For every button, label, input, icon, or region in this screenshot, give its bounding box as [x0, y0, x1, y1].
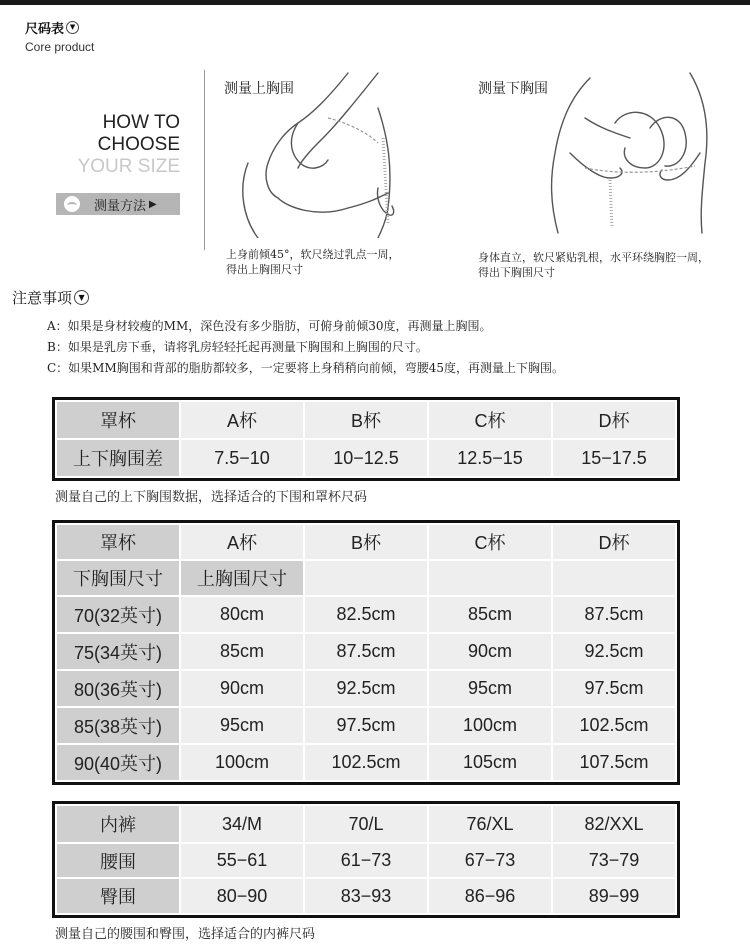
page-subtitle: Core product	[25, 40, 95, 54]
measure-upper-note-line-1: 上身前倾45°，软尺绕过乳点一周，	[226, 248, 400, 261]
cup-difference-table	[52, 397, 680, 481]
table-cell: 100cm	[429, 708, 551, 743]
how-to-line-2: CHOOSE	[97, 134, 180, 155]
table-subheader-row	[57, 561, 675, 595]
table-cell: 臀围	[57, 879, 179, 913]
page-title	[25, 18, 79, 37]
table-cell: 95cm	[181, 708, 303, 743]
table-cell: 85cm	[181, 634, 303, 669]
table-cell: 内裤	[57, 806, 179, 842]
table-cell: 97.5cm	[305, 708, 427, 743]
table-cell: A杯	[181, 402, 303, 438]
note-item-b: B：如果是乳房下垂，请将乳房轻轻托起再测量下胸围和上胸围的尺寸。	[47, 340, 428, 354]
how-to-line-1: HOW TO	[102, 112, 180, 133]
table-cell: 89−99	[553, 879, 675, 913]
top-rule	[0, 0, 750, 5]
table-cell: 86−96	[429, 879, 551, 913]
table-cell: 61−73	[305, 844, 427, 877]
table-cell: 92.5cm	[305, 671, 427, 706]
table-cell: 上下胸围差	[57, 440, 179, 476]
play-arrow-icon: ▶	[149, 198, 157, 210]
table-row	[57, 708, 675, 743]
table-cell: 80(36英寸)	[57, 671, 179, 706]
table-row	[57, 671, 675, 706]
table-cell: 67−73	[429, 844, 551, 877]
table-cell: 70/L	[305, 806, 427, 842]
table-cell: 70(32英寸)	[57, 597, 179, 632]
table-cell: B杯	[305, 402, 427, 438]
measure-upper-note-line-2: 得出上胸围尺寸	[226, 263, 303, 276]
table-row	[57, 597, 675, 632]
table-cell: 82/XXL	[553, 806, 675, 842]
table-cell: 85cm	[429, 597, 551, 632]
table-row	[57, 745, 675, 780]
tape-icon	[64, 196, 80, 212]
table-cell: C杯	[429, 525, 551, 559]
table-cell: C杯	[429, 402, 551, 438]
table-cell: 7.5−10	[181, 440, 303, 476]
table-cell: 87.5cm	[305, 634, 427, 669]
how-to-choose-heading	[78, 112, 180, 178]
notes-title-text: 注意事项	[12, 289, 73, 307]
note-item-c: C：如果MM胸围和背部的脂肪都较多，一定要将上身稍稍向前倾，弯腰45度，再测量上下胸围。	[47, 361, 565, 375]
measure-method-label: 测量方法	[94, 198, 147, 214]
table-cell: 76/XL	[429, 806, 551, 842]
table-cell	[429, 561, 551, 595]
table-cell: 90cm	[181, 671, 303, 706]
table-header-row	[57, 806, 675, 842]
table-cell: 75(34英寸)	[57, 634, 179, 669]
table-cell: 73−79	[553, 844, 675, 877]
table-cell: D杯	[553, 402, 675, 438]
page-title-text: 尺码表	[25, 22, 65, 37]
table-cell: 罩杯	[57, 525, 179, 559]
chevron-down-icon: ▼	[66, 21, 79, 34]
table-cell: 85(38英寸)	[57, 708, 179, 743]
table-cell: 97.5cm	[553, 671, 675, 706]
measure-lower-label: 测量下胸围	[478, 81, 548, 97]
table-cell: 80cm	[181, 597, 303, 632]
table-cell: 102.5cm	[553, 708, 675, 743]
table-cell: 90(40英寸)	[57, 745, 179, 780]
table-cell: B杯	[305, 525, 427, 559]
table-cell: 92.5cm	[553, 634, 675, 669]
table-cell: 上胸围尺寸	[181, 561, 303, 595]
table-cell: 82.5cm	[305, 597, 427, 632]
divider-line	[204, 70, 205, 250]
how-to-line-3: YOUR SIZE	[77, 156, 180, 177]
table-cell: 105cm	[429, 745, 551, 780]
notes-title	[12, 287, 89, 308]
table-cell	[553, 561, 675, 595]
chevron-down-icon: ▼	[74, 290, 89, 305]
table-cell: 95cm	[429, 671, 551, 706]
table-cell: 下胸围尺寸	[57, 561, 179, 595]
table-row	[57, 879, 675, 913]
table-cell	[305, 561, 427, 595]
table-header-row	[57, 525, 675, 559]
table-cell: 90cm	[429, 634, 551, 669]
table-cell: A杯	[181, 525, 303, 559]
panty-table-caption: 测量自己的腰围和臀围，选择适合的内裤尺码	[55, 927, 316, 942]
bust-size-table	[52, 520, 680, 785]
table-cell: 107.5cm	[553, 745, 675, 780]
panty-size-table	[52, 801, 680, 918]
table-cell: 55−61	[181, 844, 303, 877]
upper-bust-figure-icon	[228, 68, 428, 238]
table-row	[57, 634, 675, 669]
table-cell: 100cm	[181, 745, 303, 780]
table-cell: 87.5cm	[553, 597, 675, 632]
table-cell: 12.5−15	[429, 440, 551, 476]
cup-table-caption: 测量自己的上下胸围数据，选择适合的下围和罩杯尺码	[55, 490, 368, 505]
table-cell: 腰围	[57, 844, 179, 877]
measure-method-button[interactable]	[56, 193, 180, 215]
table-cell: 83−93	[305, 879, 427, 913]
table-cell: 15−17.5	[553, 440, 675, 476]
table-cell: 10−12.5	[305, 440, 427, 476]
measure-lower-note	[478, 250, 709, 280]
table-cell: 102.5cm	[305, 745, 427, 780]
table-cell: 34/M	[181, 806, 303, 842]
table-cell: 罩杯	[57, 402, 179, 438]
measure-upper-note	[226, 247, 400, 277]
table-cell: D杯	[553, 525, 675, 559]
measure-lower-note-line-1: 身体直立，软尺紧贴乳根，水平环绕胸腔一周，	[478, 251, 709, 264]
table-row	[57, 844, 675, 877]
note-item-a: A：如果是身材较瘦的MM，深色没有多少脂肪，可俯身前倾30度，再测量上胸围。	[47, 319, 492, 333]
measure-upper-label: 测量上胸围	[224, 81, 294, 97]
table-row	[57, 440, 675, 476]
table-cell: 80−90	[181, 879, 303, 913]
measure-lower-note-line-2: 得出下胸围尺寸	[478, 266, 555, 279]
table-row	[57, 402, 675, 438]
lower-bust-figure-icon	[530, 68, 730, 238]
